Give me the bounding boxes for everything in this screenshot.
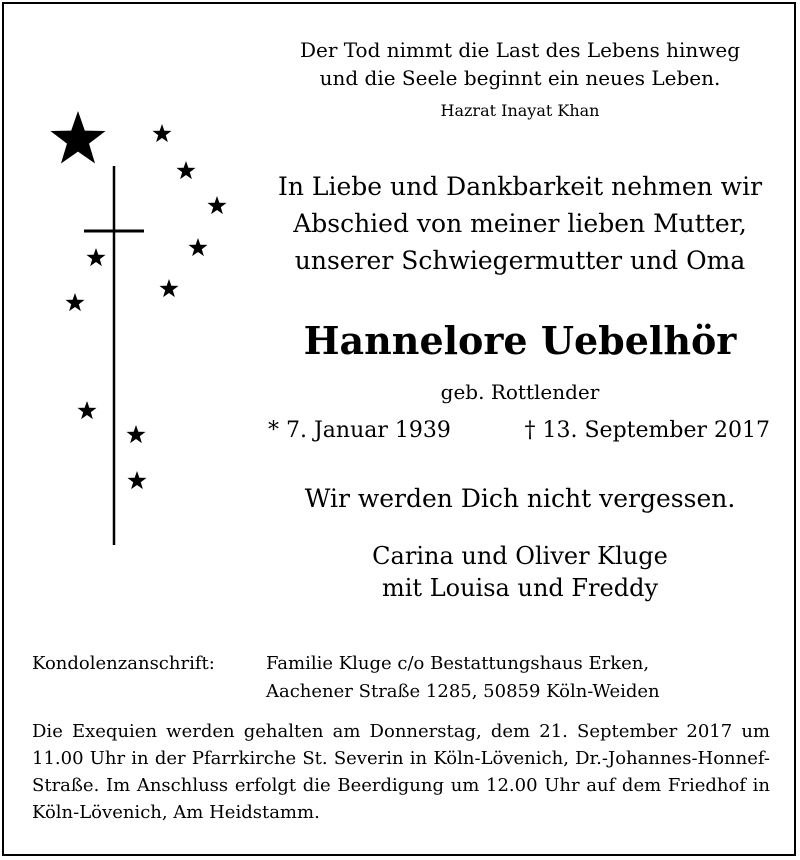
deceased-name: Hannelore Uebelhör — [303, 318, 737, 363]
star-icon — [207, 196, 226, 214]
motto: Wir werden Dich nicht vergessen. — [304, 484, 736, 513]
star-icon — [86, 248, 105, 266]
star-icon — [126, 425, 145, 443]
cross-with-stars-illustration — [40, 100, 250, 560]
condolence-address — [266, 650, 660, 706]
birth-date: * 7. Januar 1939 — [268, 418, 451, 443]
family-signature — [250, 540, 790, 604]
quote-author: Hazrat Inayat Khan — [440, 101, 600, 120]
star-icon — [176, 161, 195, 179]
maiden-name: geb. Rottlender — [440, 380, 600, 404]
intro-text — [250, 168, 790, 279]
death-date: † 13. September 2017 — [524, 418, 770, 443]
intro-line: unserer Schwiegermutter und Oma — [294, 246, 746, 275]
family-line: Carina und Oliver Kluge — [372, 542, 668, 570]
address-line: Familie Kluge c/o Bestattungshaus Erken, — [266, 653, 650, 674]
star-icon — [65, 293, 84, 311]
intro-line: Abschied von meiner lieben Mutter, — [293, 209, 747, 238]
family-line: mit Louisa und Freddy — [382, 574, 658, 602]
intro-line: In Liebe und Dankbarkeit nehmen wir — [277, 172, 763, 201]
star-icon — [50, 111, 105, 163]
star-icon — [77, 401, 96, 419]
star-icon — [127, 471, 146, 489]
cross-icon — [84, 166, 144, 545]
quote-line: und die Seele beginnt ein neues Leben. — [319, 66, 721, 90]
address-line: Aachener Straße 1285, 50859 Köln-Weiden — [266, 681, 660, 702]
star-icon — [188, 238, 207, 256]
condolence-label: Kondolenzanschrift: — [32, 653, 215, 674]
star-icon — [152, 124, 171, 142]
service-info: Die Exequien werden gehalten am Donnerstag, dem 21. September 2017 um 11.00 Uhr in der Pfarrkirche St. Severin in Köln-Lövenich, Dr.-Johannes-Honnef-Straße. Im Anschluss erfolgt die Beerdigung um 12.00 Uhr auf dem Friedhof in Köln-Lövenich, Am Heidstamm. — [32, 721, 770, 823]
star-icon — [159, 279, 178, 297]
quote-line: Der Tod nimmt die Last des Lebens hinweg — [299, 38, 741, 62]
